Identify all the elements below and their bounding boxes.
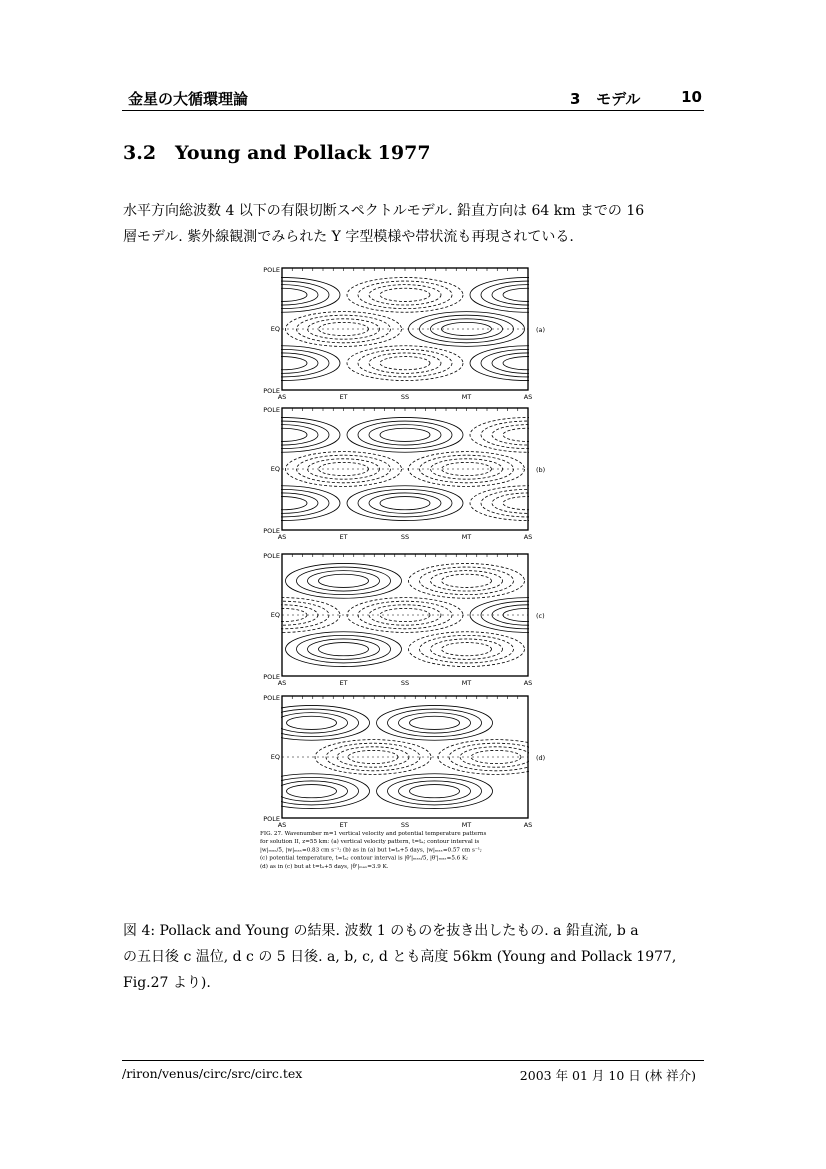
x-tick-label: AS [523, 533, 533, 541]
contour-line [319, 574, 369, 587]
contour-line [319, 643, 369, 656]
contour-line [410, 716, 460, 729]
section-title: Young and Pollack 1977 [175, 142, 431, 164]
x-tick-label: ET [339, 533, 348, 541]
contour-line [442, 322, 492, 335]
section-number: 3.2 [123, 142, 157, 164]
contour-line [377, 774, 493, 809]
contour-line [420, 567, 514, 595]
axis-label-eq: EQ [270, 753, 280, 761]
x-tick-label: MT [461, 821, 472, 829]
header-page-number: 10 [681, 88, 702, 106]
x-tick-label: ET [339, 679, 348, 687]
contour-line [409, 563, 525, 598]
contour-line [380, 428, 430, 441]
contour-line [297, 567, 391, 595]
x-tick-label: AS [523, 393, 533, 401]
contour-line [380, 288, 430, 301]
panel-label: (d) [536, 754, 546, 762]
contour-line [388, 777, 482, 805]
axis-label-pole: POLE [263, 527, 280, 535]
axis-label-pole: POLE [263, 387, 280, 395]
contour-line [286, 563, 402, 598]
footer-date: 2003 年 01 月 10 日 (林 祥介) [519, 1068, 696, 1083]
x-tick-label: AS [277, 679, 287, 687]
inner-caption-line: |w|ₘₐₓ/5, |w|ₘₐₓ=0.83 cm s⁻¹; (b) as in (a) but t=tₐ+5 days, |w|ₘₐₓ=0.57 cm s⁻¹; [260, 847, 482, 854]
inner-caption-line: for solution II, z=55 km: (a) vertical velocity pattern, t=tₐ; contour interval is [260, 839, 480, 846]
contour-line [297, 635, 391, 663]
axis-label-pole: POLE [263, 694, 280, 702]
mask [529, 552, 568, 678]
mask [529, 406, 568, 532]
contour-line [347, 598, 463, 633]
x-tick-label: AS [277, 821, 287, 829]
contour-line [347, 417, 463, 452]
contour-line [358, 281, 452, 309]
contour-line [358, 349, 452, 377]
running-header [122, 88, 704, 111]
mask [529, 694, 568, 820]
panel-label: (a) [536, 326, 546, 334]
contour-line [347, 277, 463, 312]
contour-line [287, 716, 337, 729]
contour-line [380, 497, 430, 510]
axis-label-eq: EQ [270, 465, 280, 473]
caption-line-2: の五日後 c 温位, d c の 5 日後. a, b, c, d とも高度 56km (Young and Pollack 1977, [123, 949, 677, 965]
panel-label: (c) [536, 612, 545, 620]
figure [258, 262, 568, 882]
contour-line [380, 357, 430, 370]
contour-line [442, 574, 492, 587]
figure-caption [123, 918, 705, 996]
contour-line [347, 486, 463, 521]
contour-line [358, 489, 452, 517]
contour-line [442, 462, 492, 475]
contour-line [286, 632, 402, 667]
contour-line [358, 421, 452, 449]
axis-label-pole: POLE [263, 673, 280, 681]
contour-line [410, 785, 460, 798]
section-heading [123, 142, 431, 164]
header-title: 金星の大循環理論 [128, 90, 249, 108]
x-tick-label: AS [277, 393, 287, 401]
panel-label: (b) [536, 466, 546, 474]
x-tick-label: SS [400, 393, 410, 401]
inner-caption-line: (c) potential temperature, t=tₐ; contour interval is |θ'|ₘₐₓ/5, |θ'|ₘₐₓ=5.6 K; [260, 855, 469, 862]
x-tick-label: ET [339, 821, 348, 829]
caption-line-1: 図 4: Pollack and Young の結果. 波数 1 のものを抜き出したもの. a 鉛直流, b a [123, 923, 639, 939]
body-line-1: 水平方向総波数 4 以下の有限切断スペクトルモデル. 鉛直方向は 64 km までの 16 [123, 203, 645, 219]
header-section-number: 3 [570, 90, 581, 108]
axis-label-eq: EQ [270, 611, 280, 619]
axis-label-pole: POLE [263, 406, 280, 414]
contour-line [388, 709, 482, 737]
axis-label-pole: POLE [263, 552, 280, 560]
body-line-2: 層モデル. 紫外線観測でみられた Y 字型模様や帯状流も再現されている. [123, 229, 574, 245]
axis-label-pole: POLE [263, 815, 280, 823]
contour-line [377, 705, 493, 740]
inner-caption-line: (d) as in (c) but at t=tₐ+5 days, |θ'|ₘₐₓ=3.9 K. [260, 863, 389, 870]
x-tick-label: MT [461, 533, 472, 541]
mask [529, 266, 568, 392]
x-tick-label: AS [523, 821, 533, 829]
x-tick-label: MT [461, 393, 472, 401]
figure-panels [258, 262, 568, 882]
inner-caption-line: FIG. 27. Wavenumber m=1 vertical velocity and potential temperature patterns [260, 831, 487, 837]
x-tick-label: SS [400, 821, 410, 829]
x-tick-label: MT [461, 679, 472, 687]
header-section-title: モデル [596, 90, 641, 108]
x-tick-label: SS [400, 533, 410, 541]
axis-label-eq: EQ [270, 325, 280, 333]
caption-line-3: Fig.27 より). [123, 975, 211, 991]
x-tick-label: ET [339, 393, 348, 401]
contour-line [287, 785, 337, 798]
axis-label-pole: POLE [263, 266, 280, 274]
body-paragraph [123, 198, 705, 250]
x-tick-label: AS [523, 679, 533, 687]
contour-line [409, 632, 525, 667]
footer-path: /riron/venus/circ/src/circ.tex [122, 1066, 303, 1081]
header-section [570, 88, 640, 109]
contour-line [442, 643, 492, 656]
contour-line [420, 635, 514, 663]
x-tick-label: SS [400, 679, 410, 687]
footer [122, 1060, 704, 1083]
contour-line [347, 346, 463, 381]
x-tick-label: AS [277, 533, 287, 541]
